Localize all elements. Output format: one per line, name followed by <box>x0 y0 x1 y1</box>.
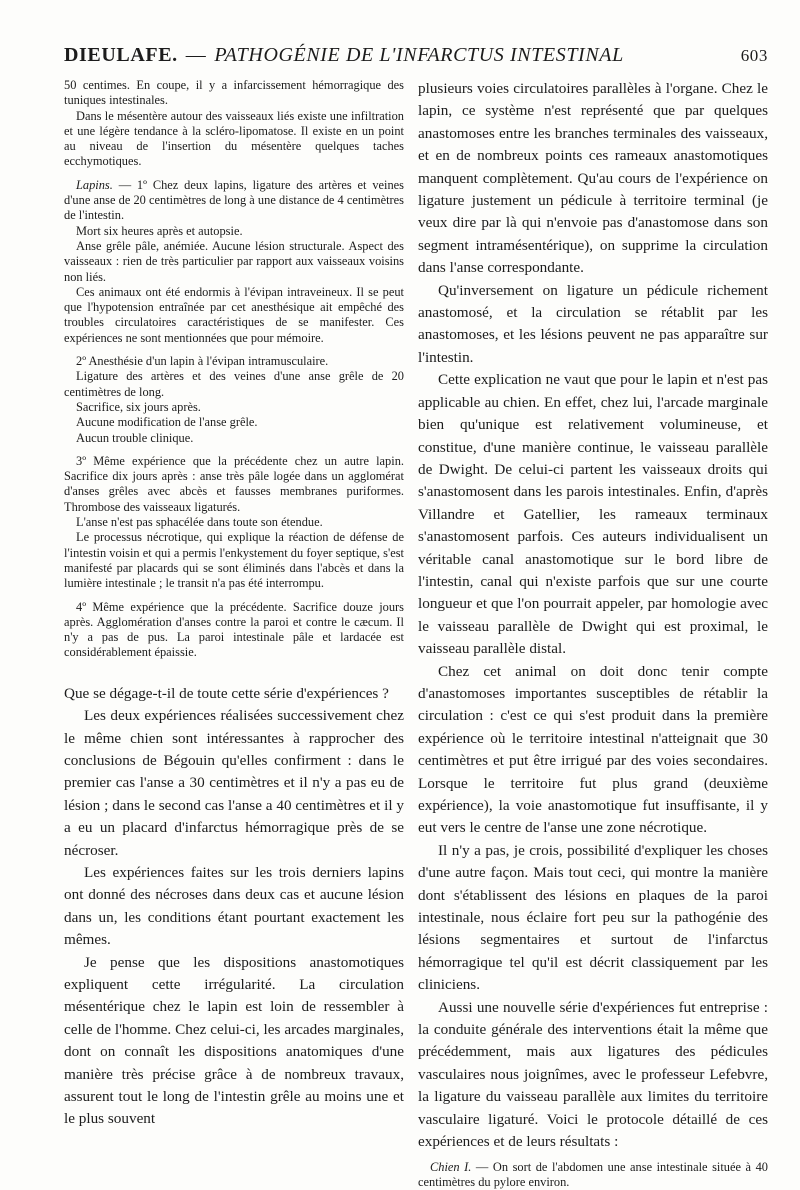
paragraph-text: Aussi une nouvelle série d'expériences fut entreprise : la conduite générale des interventions était la même que précédemment, mais aux ligatures des pédicules vasculaires nous joignîmes, avec le professeur Lefebvre, la ligature du vaisseau parallèle aux limites du territoire vasculaire ligaturé. Voici le protocole détaillé de ces expériences et de leurs résultats : <box>418 999 768 1150</box>
paragraph-text: Chez cet animal on doit donc tenir compte d'anastomoses importantes susceptibles de rétablir la circulation : c'est ce qui s'est produit dans la première expérience où le territoire intestinal n'atteignait que 30 centimètres et put être irrigué par des voies secondaires. Lorsque le territoire fut plus grand (deuxième expérience), la voie anastomotique fut insuffisante, il y eut vers le centre de l'anse une zone nécrotique. <box>418 663 768 837</box>
header-separator: — <box>186 44 207 67</box>
paragraph-text: plusieurs voies circulatoires parallèles à l'organe. Chez le lapin, ce système n'est représenté que par quelques anastomoses entre les branches terminales des vaisseaux, et en de nombreux points ces rameaux anastomotiques manquent complètement. Qu'au cours de l'expérience on ligature justement un pédicule à territoire terminal (je veux dire par là qui n'envoie pas d'anastomose dans son segment intramésentérique), on supprime la circulation dans l'anse correspondante. <box>418 80 768 276</box>
paragraph-label: Lapins. <box>76 178 113 192</box>
paragraph-text: Qu'inversement on ligature un pédicule richement anastomosé, et la circulation se rétablit par les anastomoses, et les lésions peuvent ne pas apparaître sur l'intestin. <box>418 282 768 366</box>
header-title: PATHOGÉNIE DE L'INFARCTUS INTESTINAL <box>214 44 740 67</box>
paragraph-text: Aucune modification de l'anse grêle. <box>76 415 258 429</box>
paragraph-text: Mort six heures après et autopsie. <box>76 224 243 238</box>
left-body-text <box>64 683 404 1131</box>
paragraph <box>418 1160 768 1190</box>
paragraph <box>418 997 768 1154</box>
paragraph <box>64 178 404 224</box>
paragraph <box>64 454 404 515</box>
paragraph <box>64 952 404 1131</box>
paragraph-gap <box>64 346 404 354</box>
paragraph-text: Anse grêle pâle, anémiée. Aucune lésion structurale. Aspect des vaisseaux : rien de très particulier par rapport aux vaisseaux voisins non liés. <box>64 239 404 284</box>
left-column <box>64 78 404 1190</box>
paragraph <box>418 78 768 280</box>
paragraph <box>64 354 404 369</box>
paragraph-gap <box>64 446 404 454</box>
paragraph <box>64 862 404 952</box>
paragraph-gap <box>64 592 404 600</box>
paragraph <box>64 285 404 346</box>
paragraph-text: 2º Anesthésie d'un lapin à l'évipan intramusculaire. <box>76 354 328 368</box>
paragraph <box>64 224 404 239</box>
paragraph <box>64 705 404 862</box>
paragraph-text: 50 centimes. En coupe, il y a infarcissement hémorragique des tuniques intestinales. <box>64 78 404 107</box>
paragraph <box>64 239 404 285</box>
paragraph-label: Chien I. <box>430 1160 471 1174</box>
paragraph <box>64 400 404 415</box>
text-columns <box>64 78 768 1190</box>
right-column <box>418 78 768 1190</box>
paragraph <box>64 600 404 661</box>
paragraph-text: Aucun trouble clinique. <box>76 431 193 445</box>
paragraph <box>64 369 404 400</box>
paragraph-text: 3º Même expérience que la précédente chez un autre lapin. Sacrifice dix jours après : anse très pâle logée dans un agglomérat d'anses grêles avec abcès et fausses membranes puriformes. Thrombose des vaisseaux ligaturés. <box>64 454 404 514</box>
paragraph <box>418 661 768 840</box>
paragraph-text: L'anse n'est pas sphacélée dans toute son étendue. <box>76 515 323 529</box>
paragraph <box>64 683 404 705</box>
paragraph-text: Sacrifice, six jours après. <box>76 400 201 414</box>
paragraph <box>64 431 404 446</box>
right-small-print <box>418 1160 768 1190</box>
paragraph-text: Dans le mésentère autour des vaisseaux liés existe une infiltration et une légère tendance à la scléro-lipomatose. Il existe en un point au niveau de l'insertion du mésentère quelques taches ecchymotiques. <box>64 109 404 169</box>
paragraph <box>64 530 404 591</box>
paragraph-gap <box>64 170 404 178</box>
paragraph <box>64 515 404 530</box>
paragraph <box>64 415 404 430</box>
paragraph-text: Les expériences faites sur les trois derniers lapins ont donné des nécroses dans deux cas et aucune lésion dans un, les conditions étant pourtant exactement les mêmes. <box>64 864 404 948</box>
paragraph-text: — 1º Chez deux lapins, ligature des artères et veines d'une anse de 20 centimètres de long à une distance de 4 centimètres de l'intestin. <box>64 178 404 223</box>
paragraph <box>64 78 404 109</box>
paragraph <box>418 369 768 660</box>
right-body-text <box>418 78 768 1154</box>
paragraph <box>418 280 768 370</box>
running-header <box>64 44 768 72</box>
paragraph-text: Les deux expériences réalisées successivement chez le même chien sont intéressantes à rapprocher des conclusions de Bégouin qu'elles confirment : dans le premier cas l'anse a 30 centimètres et il n'y a pas eu de lésion ; dans le second cas l'anse a 40 centimètres et il y a eu un placard d'infarctus hémorragique près de se nécroser. <box>64 707 404 858</box>
paragraph <box>64 109 404 170</box>
paragraph-text: Ces animaux ont été endormis à l'évipan intraveineux. Il se peut que l'hypotension entraînée par cet anesthésique ait empêché des troubles circulatoires caractéristiques de se manifester. Ces expériences ne sont mentionnées que pour mémoire. <box>64 285 404 345</box>
paragraph-text: — On sort de l'abdomen une anse intestinale située à 40 centimètres du pylore environ. <box>418 1160 768 1189</box>
paragraph-text: Je pense que les dispositions anastomotiques expliquent cette irrégularité. La circulation mésentérique chez le lapin est loin de ressembler à celle de l'homme. Chez celui-ci, les arcades marginales, dont on connaît les dispositions anatomiques d'une manière très précise grâce à de nombreux travaux, assurent tout le long de l'intestin grêle au moins une et le plus souvent <box>64 954 404 1128</box>
paragraph-text: Que se dégage-t-il de toute cette série d'expériences ? <box>64 685 389 702</box>
page-number: 603 <box>741 46 768 66</box>
paragraph-text: Il n'y a pas, je crois, possibilité d'expliquer les choses d'une autre façon. Mais tout ceci, qui montre la manière dont s'établissent des lésions en plaques de la paroi intestinale, nous éclaire fort peu sur la pathogénie des lésions segmentaires et surtout de l'infarctus hémorragique tel qu'il est décrit classiquement par les cliniciens. <box>418 842 768 993</box>
paragraph <box>418 840 768 997</box>
left-small-print <box>64 78 404 661</box>
paragraph-text: 4º Même expérience que la précédente. Sacrifice douze jours après. Agglomération d'anses contre la paroi et contre le cæcum. Il n'y a pas de pus. La paroi intestinale pâle et lardacée est considérablement épaissie. <box>64 600 404 660</box>
paragraph-text: Le processus nécrotique, qui explique la réaction de défense de l'intestin voisin et qui a permis l'enkystement du foyer septique, s'est manifesté par placards qui se sont éliminés dans l'abcès et dans la lumière intestinale ; le transit n'a pas été interrompu. <box>64 530 404 590</box>
header-author: DIEULAFE. <box>64 44 178 67</box>
paragraph-text: Cette explication ne vaut que pour le lapin et n'est pas applicable au chien. En effet, chez lui, l'arcade marginale bien qu'unique est relativement volumineuse, et constitue, d'une manière continue, le vaisseau parallèle de Dwight. De celui-ci partent les vaisseaux droits qui s'anastomosent dans les parois intestinales. Enfin, d'après Villandre et Gatellier, les rameaux terminaux s'anastomosent parfois. Ces auteurs individualisent un véritable canal anastomotique sur le bord libre de l'intestin, canal qui n'existe parfois que sur une courte longueur et que l'on pourrait appeler, par homologie avec le vaisseau parallèle de Dwight qui est proximal, le vaisseau parallèle distal. <box>418 371 768 657</box>
paragraph-text: Ligature des artères et des veines d'une anse grêle de 20 centimètres de long. <box>64 369 404 398</box>
